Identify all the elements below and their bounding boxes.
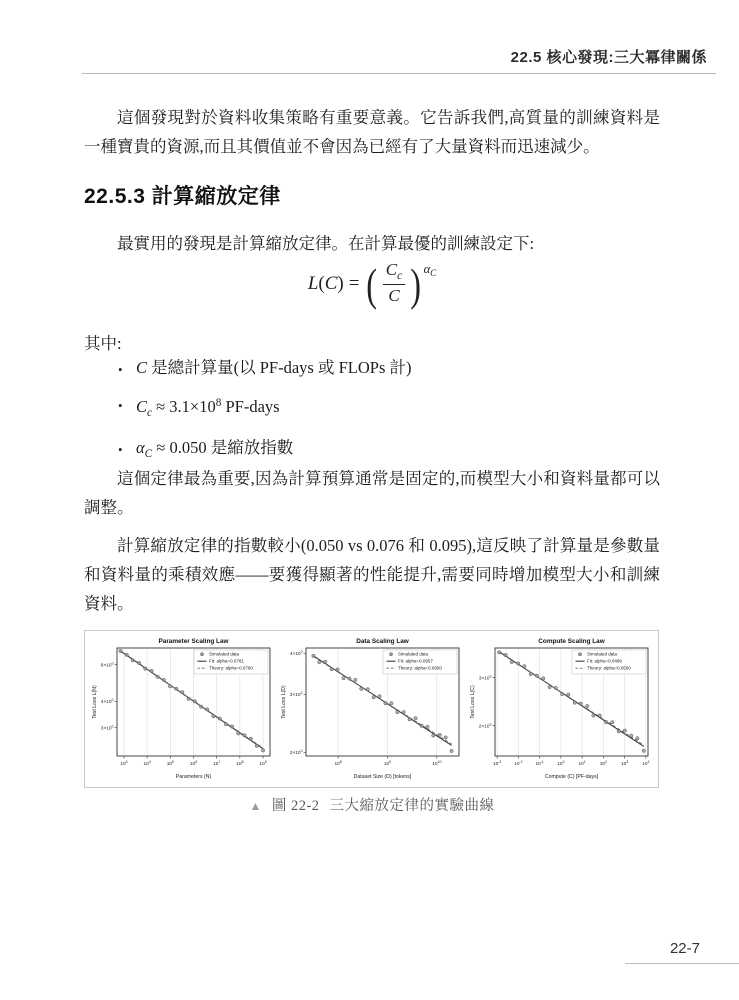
legend-entry: Fit: alpha=0.0499	[587, 658, 622, 664]
x-tick-label: $10^3$	[621, 760, 629, 767]
x-tick-label: $10^9$	[383, 760, 392, 767]
caption-label: 圖 22-2	[271, 798, 320, 814]
x-tick-label: $10^1$	[578, 760, 586, 767]
paragraph-data-insight: 這個發現對於資料收集策略有重要意義。它告訴我們,高質量的訓練資料是一種寶貴的資源,而且其價值並不會因為已經有了大量資料而迅速減少。	[84, 108, 660, 156]
bullet-text	[136, 393, 280, 424]
scaling-law-chart	[467, 635, 654, 783]
data-point	[144, 667, 147, 670]
data-point	[187, 697, 190, 700]
y-tick-label: $6\times 10^0$	[100, 661, 114, 669]
data-point	[212, 715, 215, 718]
data-point	[354, 678, 357, 681]
bullet-list	[84, 357, 660, 478]
x-tick-label: $10^{10}$	[432, 760, 442, 767]
x-tick-label: $10^4$	[642, 760, 650, 767]
header-rule	[82, 73, 716, 74]
y-tick-label: $3\times 10^0$	[289, 691, 303, 699]
y-tick-label: $3\times 10^0$	[100, 724, 114, 732]
caption-triangle-icon: ▲	[249, 799, 262, 813]
equation-block	[84, 258, 660, 310]
data-point	[426, 725, 429, 728]
eq-exp-subscript: C	[430, 268, 437, 279]
data-point	[261, 749, 264, 752]
scaling-law-chart	[278, 635, 465, 783]
figure-panel	[84, 630, 659, 788]
paragraph-intro-compute-law: 最實用的發現是計算縮放定律。在計算最優的訓練設定下:	[117, 234, 535, 253]
bullet-text	[136, 357, 412, 380]
data-point	[579, 702, 582, 705]
data-point	[255, 744, 258, 747]
bullet-icon: •	[118, 398, 123, 413]
data-point	[218, 717, 221, 720]
scaling-law-chart	[89, 635, 276, 783]
legend-entry: Simulated data	[398, 651, 429, 657]
x-axis	[493, 756, 650, 780]
data-point	[623, 729, 626, 732]
data-point	[438, 733, 441, 736]
footer-rule	[625, 963, 739, 964]
paragraph-exponent-comparison: 計算縮放定律的指數較小(0.050 vs 0.076 和 0.095),這反映了計算量是參數量和資料量的乘積效應——要獲得顯著的性能提升,需要同時增加模型大小和訓練資料。	[84, 536, 660, 613]
data-point	[181, 691, 184, 694]
y-tick-label: $4\times 10^0$	[289, 649, 303, 657]
x-tick-label: $10^4$	[143, 760, 151, 767]
eq-exponent	[424, 262, 437, 278]
y-tick-label: $4\times 10^0$	[100, 698, 114, 706]
y-tick-label: $2\times 10^0$	[289, 749, 303, 757]
text-segment: 是總計算量(以 PF-days 或 FLOPs 計)	[147, 358, 412, 377]
x-axis-label: Dataset Size (D) [tokens]	[353, 774, 412, 780]
chart-title: Data Scaling Law	[356, 638, 409, 645]
data-point	[150, 669, 153, 672]
data-point	[205, 708, 208, 711]
data-point	[420, 724, 423, 727]
data-point	[450, 749, 453, 752]
eq-den-var: C	[388, 286, 400, 306]
data-point	[402, 710, 405, 713]
chart-data-scaling-law	[278, 635, 465, 783]
paragraph-law-importance: 這個定律最為重要,因為計算預算通常是固定的,而模型大小和資料量都可以調整。	[84, 469, 660, 517]
x-tick-label: $10^6$	[189, 760, 198, 767]
data-point	[444, 736, 447, 739]
x-tick-label: $10^3$	[120, 760, 128, 767]
y-axis	[281, 650, 306, 756]
data-point	[432, 734, 435, 737]
y-tick-label: $2\times 10^0$	[478, 722, 492, 730]
x-axis	[120, 756, 266, 780]
x-axis-label: Compute (C) [PF-days]	[544, 774, 599, 780]
data-point	[592, 714, 595, 717]
eq-open-paren: (	[318, 273, 325, 295]
data-point	[175, 687, 178, 690]
list-item	[84, 437, 660, 465]
data-point	[372, 696, 375, 699]
chart-title: Compute Scaling Law	[538, 638, 605, 645]
legend-entry: Fit: alpha=0.0781	[209, 658, 244, 664]
data-point	[324, 660, 327, 663]
data-point	[523, 665, 526, 668]
x-tick-label: $10^8$	[334, 760, 342, 767]
eq-num-var: C	[385, 260, 398, 279]
text-segment: 8	[215, 397, 222, 409]
eq-exp-var: α	[423, 262, 431, 277]
text-segment: C	[144, 448, 153, 460]
chart-parameter-scaling-law	[89, 635, 276, 783]
section-heading: 22.5.3 計算縮放定律	[84, 185, 281, 208]
data-point	[366, 688, 369, 691]
equation: L(C) = ( $\frac{C_c}{C}$ ) $\alpha_C$	[307, 258, 437, 310]
data-point	[510, 660, 513, 663]
legend-entry: Fit: alpha=0.0957	[398, 658, 433, 664]
bullet-text	[136, 437, 293, 465]
data-point	[560, 692, 563, 695]
data-point	[378, 695, 381, 698]
x-tick-label: $10^{-1}$	[535, 760, 544, 767]
data-point	[611, 721, 614, 724]
data-point	[542, 677, 545, 680]
data-point	[330, 667, 333, 670]
data-point	[243, 734, 246, 737]
x-tick-label: $10^5$	[166, 760, 174, 767]
data-point	[642, 749, 645, 752]
legend-entry: Theory: alpha=0.0950	[398, 665, 442, 671]
eq-fraction	[381, 260, 407, 306]
data-point	[168, 685, 171, 688]
x-axis-label: Parameters (N)	[175, 774, 212, 780]
where-label: 其中:	[84, 334, 122, 353]
text-segment: ≈ 0.050 是縮放指數	[152, 438, 294, 457]
data-point	[384, 702, 387, 705]
y-axis	[470, 674, 495, 729]
data-point	[131, 659, 134, 662]
data-point	[617, 730, 620, 733]
page-number: 22-7	[669, 940, 700, 957]
legend-marker-icon	[389, 653, 392, 656]
text-segment: C	[136, 358, 148, 377]
y-tick-label: $3\times 10^0$	[478, 674, 492, 682]
data-point	[162, 678, 165, 681]
data-point	[360, 687, 363, 690]
legend	[194, 650, 268, 674]
x-tick-label: $10^2$	[599, 760, 607, 767]
data-point	[535, 674, 538, 677]
text-segment: ≈ 3.1×10	[152, 397, 216, 416]
data-point	[598, 714, 601, 717]
running-head: 22.5 核心發現:三大冪律關係	[510, 49, 707, 66]
bullet-icon: •	[118, 362, 123, 377]
data-point	[249, 737, 252, 740]
legend-entry: Theory: alpha=0.0500	[587, 665, 631, 671]
data-point	[408, 718, 411, 721]
x-axis	[334, 756, 441, 780]
data-point	[318, 660, 321, 663]
list-item	[84, 393, 660, 424]
data-point	[312, 654, 315, 657]
eq-num-subscript: c	[397, 269, 403, 282]
y-axis-label: Test Loss L(N)	[92, 685, 98, 719]
legend	[572, 650, 646, 674]
legend-marker-icon	[200, 653, 203, 656]
bullet-icon: •	[118, 442, 123, 457]
chart-compute-scaling-law	[467, 635, 654, 783]
data-point	[396, 710, 399, 713]
x-tick-label: $10^9$	[259, 760, 267, 767]
eq-denominator	[383, 284, 404, 306]
data-point	[199, 705, 202, 708]
y-axis-label: Test Loss L(C)	[470, 685, 476, 719]
data-point	[237, 732, 240, 735]
data-point	[224, 722, 227, 725]
list-item	[84, 357, 660, 380]
legend-marker-icon	[578, 653, 581, 656]
eq-numerator	[381, 260, 407, 283]
x-tick-label: $10^7$	[213, 760, 221, 767]
data-point	[573, 701, 576, 704]
legend-entry: Theory: alpha=0.0760	[209, 665, 253, 671]
data-point	[156, 675, 159, 678]
data-point	[230, 725, 233, 728]
text-segment: c	[147, 407, 152, 419]
y-axis-label: Test Loss L(D)	[281, 685, 287, 719]
chart-title: Parameter Scaling Law	[158, 638, 229, 645]
data-point	[548, 685, 551, 688]
data-point	[336, 668, 339, 671]
eq-function: L	[307, 273, 319, 295]
data-point	[504, 653, 507, 656]
figure-caption	[84, 794, 660, 815]
x-tick-label: $10^{-2}$	[514, 760, 523, 767]
y-axis	[92, 661, 117, 731]
caption-text: 三大縮放定律的實驗曲線	[329, 798, 495, 814]
eq-close-paren: )	[337, 273, 344, 295]
data-point	[137, 661, 140, 664]
data-point	[414, 717, 417, 720]
text-segment: C	[136, 397, 148, 416]
legend	[383, 650, 457, 674]
data-point	[498, 651, 501, 654]
eq-equals: =	[348, 273, 360, 295]
data-point	[554, 686, 557, 689]
data-point	[630, 734, 633, 737]
data-point	[119, 649, 122, 652]
text-segment: PF-days	[221, 397, 280, 416]
eq-arg: C	[324, 273, 338, 295]
data-point	[348, 677, 351, 680]
data-point	[586, 704, 589, 707]
data-point	[342, 676, 345, 679]
data-point	[193, 700, 196, 703]
x-tick-label: $10^{-3}$	[492, 760, 502, 767]
legend-entry: Simulated data	[209, 651, 240, 657]
data-point	[529, 672, 532, 675]
data-point	[516, 662, 519, 665]
x-tick-label: $10^0$	[557, 760, 565, 767]
data-point	[567, 693, 570, 696]
x-tick-label: $10^8$	[236, 760, 244, 767]
data-point	[604, 721, 607, 724]
data-point	[125, 653, 128, 656]
data-point	[636, 737, 639, 740]
legend-entry: Simulated data	[587, 651, 618, 657]
data-point	[390, 702, 393, 705]
text-segment: α	[136, 438, 145, 457]
